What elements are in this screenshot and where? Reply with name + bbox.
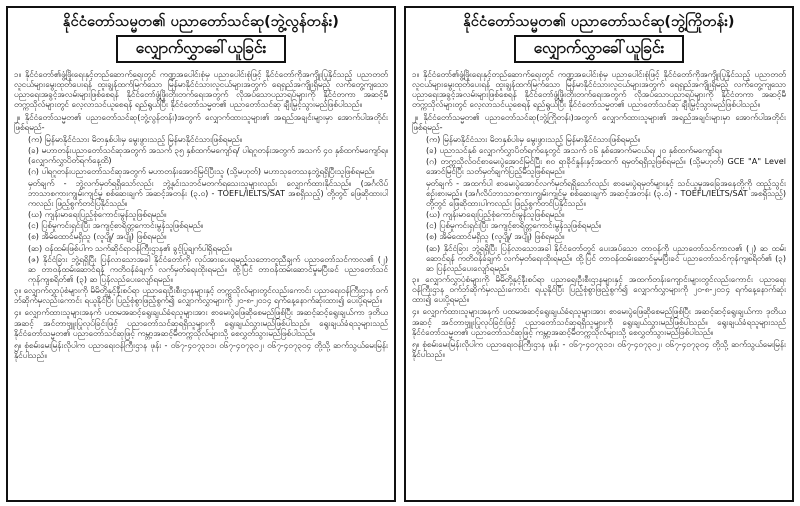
criteria-item: (စ) အိမ်ထောင်မရှိသူ (လူပျို/ အပျို) ဖြစ်ရမည်။: [28, 231, 167, 242]
criteria-item: (ဂ) ပါရဂူတန်းပညာတော်သင်ဆုအတွက် မဟာတန်းအောင်မြင်ပြီးသူ (သို့မဟုတ်) မဟာသုတေသနဘွဲ့ရရှိပြီးသူဖြစ်ရမည်။: [28, 166, 375, 177]
criteria-note: မှတ်ချက် - အထက်ပါ စာမေးပွဲအောင်လက်မှတ်ရရှိသော်လည်း စာမေးပွဲရမှတ်များနှင့် သင်ယူမှုအခြေအနေတို့ကို ထည့်သွင်းစဉ်းစားမည်။ (အင်္ဂလိပ်ဘာသာစကားကျွမ်းကျင်မှု စစ်ဆေးချက် အဆင့်အတန်း (၃.၀) - TOEFL/IELTS/SAT အစရှိသည့်) တို့တွင် ဖြေဆိုထားပါကလည်း ဖြည့်စွက်တင်ပြနိုင်သည်။: [426, 177, 786, 208]
criteria-item: (စ) အိမ်ထောင်မရှိသူ (လူပျို/ အပျို) ဖြစ်ရမည်။: [426, 231, 565, 242]
criteria-item: (က) မြန်မာနိုင်ငံသား မိဘနှစ်ပါးမှ မွေးဖွားသည့် မြန်မာနိုင်ငံသားဖြစ်ရမည်။: [426, 133, 641, 144]
paragraph-5: ၅။ စုံစမ်းမေးမြန်းလိုပါက ပညာရေးဝန်ကြီးဌာန ဖုန်း - ၀၆၇-၄၀၇၃၁၁၊ ၀၆၇-၄၀၇၃၀၂၊ ၀၆၇-၄၀၇၃၀၄ တို့သို့ ဆက်သွယ်မေးမြန်းနိုင်ပါသည်။: [412, 338, 786, 360]
criteria-item: (ဂ) တက္ကသိုလ်ဝင်စာမေးပွဲအောင်မြင်ပြီး ၈၀ ရာခိုင်နှုန်းနှင့်အထက် ရမှတ်ရရှိသူဖြစ်ရမည်။ (သို့မဟုတ်) GCE "A" Level အောင်မြင်ပြီး သတ်မှတ်ချက်ပြည့်မီသူဖြစ်ရမည်။: [426, 156, 786, 177]
notice-org-heading: နိုင်ငံတော်သမ္မတ၏ ပညာတော်သင်ဆု(ဘွဲ့ကြိုတန်း): [463, 14, 735, 30]
criteria-item: (ခ) မဟာတန်းပညာတော်သင်ဆုအတွက် အသက် ၃၅ နှစ်ထက်မကျော်ရ/ ပါရဂူတန်းအတွက် အသက် ၄၀ နှစ်ထက်မကျော်ရ။ (လျှောက်လွှာပိတ်ရက်နေ့ထိ): [28, 145, 388, 166]
notice-title-wrap: [14, 35, 388, 63]
criteria-item: (ဃ) ကျန်းမာရေးပြည့်စုံကောင်းမွန်သူဖြစ်ရမည်။: [28, 209, 167, 220]
criteria-note: မှတ်ချက် - ဘွဲ့လက်မှတ်ရရှိသော်လည်း ဘွဲ့နှင်းသဘင်မတက်ရသေးသူများလည်း လျှောက်ထားနိုင်သည်။ (အင်္ဂလိပ်ဘာသာစကားကျွမ်းကျင်မှု စစ်ဆေးချက် အဆင့်အတန်း (၃.၀) - TOEFL/IELTS/SAT အစရှိသည့်) တို့တွင် ဖြေဆိုထားပါကလည်း ဖြည့်စွက်တင်ပြနိုင်သည်။: [28, 177, 388, 208]
notice-title: လျှောက်လွှာခေါ်ယူခြင်း: [116, 35, 287, 63]
notice-undergraduate: [404, 6, 794, 502]
paragraph-2: ၂။ နိုင်ငံတော်သမ္မတ၏ ပညာတော်သင်ဆု(ဘွဲ့လွန်တန်း)အတွက် လျှောက်ထားသူများ၏ အရည်အချင်းများမှာ အောက်ပါအတိုင်း ဖြစ်ရမည်-: [14, 111, 388, 132]
paragraph-5: ၅။ စုံစမ်းမေးမြန်းလိုပါက ပညာရေးဝန်ကြီးဌာန ဖုန်း - ၀၆၇-၄၀၇၃၁၁၊ ၀၆၇-၄၀၇၃၀၂၊ ၀၆၇-၄၀၇၃၀၄ တို့သို့ ဆက်သွယ်မေးမြန်းနိုင်ပါသည်။: [14, 339, 388, 361]
paragraph-3: ၃။ လျှောက်လွှာပုံစံများကို မိမိတို့နှင့်နီးစပ်ရာ ပညာရေးဦးစီးဌာနများနှင့် အထက်တန်းကျောင်းများတွင်လည်းကောင်း ပညာရေးဝန်ကြီးဌာန ဝက်ဘ်ဆိုက်မှလည်းကောင်း ရယူနိုင်ပြီး ပြည့်စုံစွာဖြည့်စွက်၍ လျှောက်လွှာများကို ၂၀-၈-၂၀၁၄ ရက်နေ့နောက်ဆုံးထား၍ ပေးပို့ရမည်။: [412, 273, 786, 305]
criteria-item: (က) မြန်မာနိုင်ငံသား မိဘနှစ်ပါးမှ မွေးဖွားသည့် မြန်မာနိုင်ငံသားဖြစ်ရမည်။: [28, 133, 243, 144]
notice-body: [412, 69, 786, 497]
notice-postgraduate: [6, 6, 396, 502]
notice-body: [14, 69, 388, 497]
notice-title: လျှောက်လွှာခေါ်ယူခြင်း: [514, 35, 685, 63]
paragraph-4: ၄။ လျှောက်ထားသူများအနက် ပထမအဆင့်ရွေးချယ်ခံရသူများအား စာမေးပွဲဖြေဆိုစေမည်ဖြစ်ပြီး အဆင့်ဆင့်ရွေးချယ်ကာ ဒုတိယအဆင့် အင်တာဗျူးပြုလုပ်ခြင်းဖြင့် ပညာတော်သင်ဆုရရှိသူများကို ရွေးချယ်သွားမည်ဖြစ်ပါသည်။ ရွေးချယ်ခံရသူများသည် နိုင်ငံတော်သမ္မတ၏ ပညာတော်သင်ဆုဖြင့် ကမ္ဘာ့အဆင့်မီတက္ကသိုလ်များသို့ စေလွှတ်သွားမည်ဖြစ်ပါသည်။: [14, 307, 388, 338]
criteria-item: (ဆ) နိုင်ငံခြား ဘွဲ့ရရှိပြီး ပြန်လာသောအခါ နိုင်ငံတော်တွင် ပေးအပ်သော တာဝန်ကို ပညာတော်သင်ကာလ၏ (၂) ဆ ထမ်းဆောင်ရန် ကတိဝန်ခံချက် လက်မှတ်ရေးထိုးရမည်။ ထို့ပြင် တာဝန်ထမ်းဆောင်မှုမပြီးခင် ပညာတော်သင်ကုန်ကျစရိတ်၏ (၃) ဆ ပြန်လည်ပေးလျော်ရမည်။: [426, 242, 786, 273]
criteria-item: (ခ) ပညာသင်နှစ် လျှောက်လွှာပိတ်ရက်နေ့တွင် အသက် ၁၆ နှစ်အောက်မငယ်ရ၊ ၂၀ နှစ်ထက်မကျော်ရ။: [426, 145, 722, 156]
notice-title-wrap: [412, 35, 786, 63]
criteria-item: (ဆ) ဝန်ထမ်းဖြစ်ပါက သက်ဆိုင်ရာဝန်ကြီးဌာန၏ ခွင့်ပြုချက်ပါရှိရမည်။: [28, 242, 232, 253]
paragraph-4: ၄။ လျှောက်ထားသူများအနက် ပထမအဆင့်ရွေးချယ်ခံရသူများအား စာမေးပွဲဖြေဆိုစေမည်ဖြစ်ပြီး အဆင့်ဆင့်ရွေးချယ်ကာ ဒုတိယအဆင့် အင်တာဗျူးပြုလုပ်ခြင်းဖြင့် ပညာတော်သင်ဆုရရှိသူများကို ရွေးချယ်သွားမည်ဖြစ်ပါသည်။ ရွေးချယ်ခံရသူများသည် နိုင်ငံတော်သမ္မတ၏ ပညာတော်သင်ဆုဖြင့် ကမ္ဘာ့အဆင့်မီတက္ကသိုလ်များသို့ စေလွှတ်သွားမည်ဖြစ်ပါသည်။: [412, 306, 786, 337]
criteria-item: (င) ပြစ်မှုကင်းရှင်းပြီး အကျင့်စာရိတ္တကောင်းမွန်သူဖြစ်ရမည်။: [426, 220, 602, 231]
paragraph-1: ၁။ နိုင်ငံတော်၏ဖွံ့ဖြိုးရေးနှင့်တည်ဆောက်ရေးတွင် ကဏ္ဍအပေါင်းစုံမှ ပညာပေါင်းစုံဖြင့် နိုင်ငံတော်ကိုအကျိုးပြုနိုင်သည့် ပညာတတ်လူငယ်များမွေးထုတ်ပေးရန် ထူးချွန်ထက်မြက်သော မြန်မာနိုင်ငံသားလူငယ်များအတွက် ရေရှည်အကျိုးရှိမည့် လက်တွေ့ကျသော ပညာရေးအခွင့်အလမ်းများဖြစ်စေရန် နိုင်ငံတော်ဖွံ့ဖြိုးတိုးတက်ရေးအတွက် လိုအပ်သောပညာရပ်များကို နိုင်ငံတကာ အဆင့်မီတက္ကသိုလ်များတွင် လေ့လာသင်ယူစေရန် ရည်ရွယ်ပြီး နိုင်ငံတော်သမ္မတ၏ ပညာတော်သင်ဆု ချီးမြှင့်သွားမည်ဖြစ်ပါသည်။: [14, 69, 388, 110]
criteria-item: (ဃ) ကျန်းမာရေးပြည့်စုံကောင်းမွန်သူဖြစ်ရမည်။: [426, 209, 565, 220]
criteria-item: (င) ပြစ်မှုကင်းရှင်းပြီး အကျင့်စာရိတ္တကောင်းမွန်သူဖြစ်ရမည်။: [28, 220, 204, 231]
notice-org-heading: နိုင်ငံတော်သမ္မတ၏ ပညာတော်သင်ဆု(ဘွဲ့လွန်တန်း): [62, 14, 340, 30]
paragraph-1: ၁။ နိုင်ငံတော်၏ဖွံ့ဖြိုးရေးနှင့်တည်ဆောက်ရေးတွင် ကဏ္ဍအပေါင်းစုံမှ ပညာပေါင်းစုံဖြင့် နိုင်ငံတော်ကိုအကျိုးပြုနိုင်သည့် ပညာတတ်လူငယ်များမွေးထုတ်ပေးရန် ထူးချွန်ထက်မြက်သော မြန်မာနိုင်ငံသားလူငယ်များအတွက် ရေရှည်အကျိုးရှိမည့် လက်တွေ့ကျသော ပညာရေးအခွင့်အလမ်းများဖြစ်စေရန် နိုင်ငံတော်ဖွံ့ဖြိုးတိုးတက်ရေးအတွက် လိုအပ်သောပညာရပ်များကို နိုင်ငံတကာ အဆင့်မီတက္ကသိုလ်များတွင် လေ့လာသင်ယူစေရန် ရည်ရွယ်ပြီး နိုင်ငံတော်သမ္မတ၏ ပညာတော်သင်ဆု ချီးမြှင့်သွားမည်ဖြစ်ပါသည်။: [412, 69, 786, 110]
paragraph-2: ၂။ နိုင်ငံတော်သမ္မတ၏ ပညာတော်သင်ဆု(ဘွဲ့ကြိုတန်း)အတွက် လျှောက်ထားသူများ၏ အရည်အချင်းများမှာ အောက်ပါအတိုင်း ဖြစ်ရမည်-: [412, 111, 786, 132]
criteria-item: (ဇ) နိုင်ငံခြား ဘွဲ့ရရှိပြီး ပြန်လာသောအခါ နိုင်ငံတော်ကို လုပ်အားပေးရမည့်သဘောတူညီချက် ပညာတော်သင်ကာလ၏ (၂) ဆ တာဝန်ထမ်းဆောင်ရန် ကတိဝန်ခံချက် လက်မှတ်ရေးထိုးရမည်။ ထို့ပြင် တာဝန်ထမ်းဆောင်မှုမပြီးခင် ပညာတော်သင်ကုန်ကျစရိတ်၏ (၃) ဆ ပြန်လည်ပေးလျော်ရမည်။: [28, 253, 388, 284]
paragraph-3: ၃။ လျှောက်လွှာပုံစံများကို မိမိတို့နှင့်နီးစပ်ရာ ပညာရေးဦးစီးဌာနများနှင့် တက္ကသိုလ်များတွင်လည်းကောင်း ပညာရေးဝန်ကြီးဌာန ဝက်ဘ်ဆိုက်မှလည်းကောင်း ရယူနိုင်ပြီး ပြည့်စုံစွာဖြည့်စွက်၍ လျှောက်လွှာများကို ၂၀-၈-၂၀၁၄ ရက်နေ့နောက်ဆုံးထား၍ ပေးပို့ရမည်။: [14, 285, 388, 306]
